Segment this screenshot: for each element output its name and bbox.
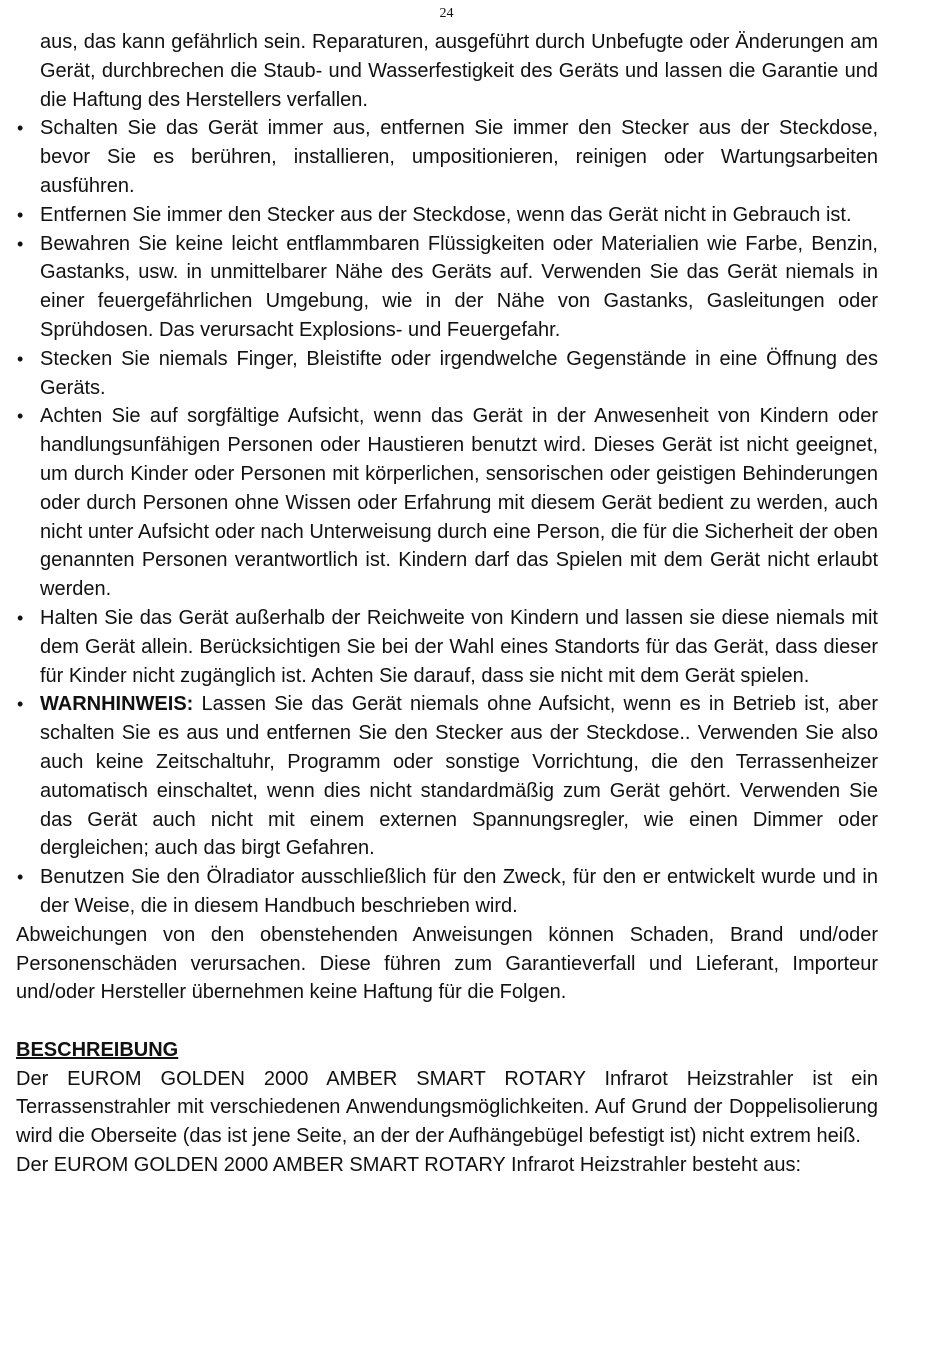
warning-label: WARNHINWEIS:: [40, 693, 194, 716]
bullet-text: Entfernen Sie immer den Stecker aus der Steckdose, wenn das Gerät nicht in Gebrauch ist.: [40, 203, 852, 226]
page-content: [16, 28, 878, 1180]
bullet-dot-icon: •: [17, 204, 24, 225]
safety-bullet-item: [16, 604, 878, 690]
consists-of-line: Der EUROM GOLDEN 2000 AMBER SMART ROTARY Infrarot Heizstrahler besteht aus:: [16, 1154, 802, 1177]
bullet-text: Achten Sie auf sorgfältige Aufsicht, wenn das Gerät in der Anwesenheit von Kindern oder handlungsunfähigen Personen oder Haustieren benutzt wird. Dieses Gerät ist nicht geeignet, um durch Kinder oder Personen mit körperlichen, sensorischen oder geistigen Behinderungen oder durch Personen ohne Wissen oder Erfahrung mit diesem Gerät bedient zu werden, auch nicht unter Aufsicht oder nach Unterweisung durch eine Person, die für die Sicherheit der oben genannten Personen verantwortlich ist. Kindern darf das Spielen mit dem Gerät nicht erlaubt werden.: [40, 405, 878, 601]
warning-bullet-item: [16, 690, 878, 863]
bullet-text: Schalten Sie das Gerät immer aus, entfernen Sie immer den Stecker aus der Steckdose, bevor Sie es berühren, installieren, umpositionieren, reinigen oder Wartungsarbeiten ausführen.: [40, 117, 878, 197]
bullet-text: Benutzen Sie den Ölradiator ausschließlich für den Zweck, für den er entwickelt wurde und in der Weise, die in diesem Handbuch beschrieben wird.: [40, 866, 878, 917]
bullet-dot-icon: •: [17, 233, 24, 254]
page-number: 24: [439, 6, 454, 21]
paragraph-spacer: [16, 1007, 878, 1036]
safety-bullet-item: [16, 114, 878, 200]
safety-bullet-item: [16, 863, 878, 921]
bullet-dot-icon: •: [17, 867, 24, 888]
warning-text: Lassen Sie das Gerät niemals ohne Aufsicht, wenn es in Betrieb ist, aber schalten Sie es aus und entfernen Sie den Stecker aus der Steckdose.. Verwenden Sie also auch keine Zeitschaltuhr, Programm oder sonstige Vorrichtung, die den Terrassenheizer automatisch einschaltet, wenn dies nicht standardmäßig zum Gerät gehört. Verwenden Sie das Gerät auch nicht mit einem externen Spannungsregler, wie einen Dimmer oder dergleichen; auch das birgt Gefahren.: [40, 693, 878, 860]
bullet-dot-icon: •: [17, 607, 24, 628]
section-heading: BESCHREIBUNG: [16, 1038, 179, 1061]
bullet-dot-icon: •: [17, 118, 24, 139]
safety-bullet-item: [16, 230, 878, 345]
bullet-dot-icon: •: [17, 406, 24, 427]
bullet-text: Halten Sie das Gerät außerhalb der Reichweite von Kindern und lassen sie diese niemals mit dem Gerät allein. Berücksichtigen Sie bei der Wahl eines Standorts für das Gerät, dass dieser für Kinder nicht zugänglich ist. Achten Sie darauf, dass sie nicht mit dem Gerät spielen.: [40, 606, 878, 687]
safety-bullet-list: [16, 114, 878, 920]
bullet-text: Stecken Sie niemals Finger, Bleistifte oder irgendwelche Gegenstände in eine Öffnung des Geräts.: [40, 347, 878, 399]
safety-bullet-item: [16, 201, 878, 230]
deviation-paragraph: Abweichungen von den obenstehenden Anweisungen können Schaden, Brand und/oder Personenschäden verursachen. Diese führen zum Garantieverfall und Lieferant, Importeur und/oder Hersteller übernehmen keine Haftung für die Folgen.: [16, 923, 878, 1004]
safety-bullet-item: [16, 345, 878, 403]
bullet-dot-icon: •: [17, 694, 24, 715]
safety-bullet-item: [16, 402, 878, 604]
bullet-dot-icon: •: [17, 348, 24, 369]
bullet-text: Bewahren Sie keine leicht entflammbaren Flüssigkeiten oder Materialien wie Farbe, Benzin, Gastanks, usw. in unmittelbarer Nähe des Geräts auf. Verwenden Sie das Gerät niemals in einer feuergefährlichen Umgebung, wie in der Nähe von Gastanks, Gasleitungen oder Sprühdosen. Das verursacht Explosions- und Feuergefahr.: [40, 232, 878, 341]
continuation-paragraph: aus, das kann gefährlich sein. Reparaturen, ausgeführt durch Unbefugte oder Änderungen am Gerät, durchbrechen die Staub- und Wasserfestigkeit des Geräts und lassen die Garantie und die Haftung des Herstellers verfallen.: [40, 31, 878, 111]
description-paragraph: Der EUROM GOLDEN 2000 AMBER SMART ROTARY Infrarot Heizstrahler ist ein Terrassenstrahler mit verschiedenen Anwendungsmöglichkeiten. Auf Grund der Doppelisolierung wird die Oberseite (das ist jene Seite, an der der Aufhängebügel befestigt ist) nicht extrem heiß.: [16, 1067, 878, 1148]
